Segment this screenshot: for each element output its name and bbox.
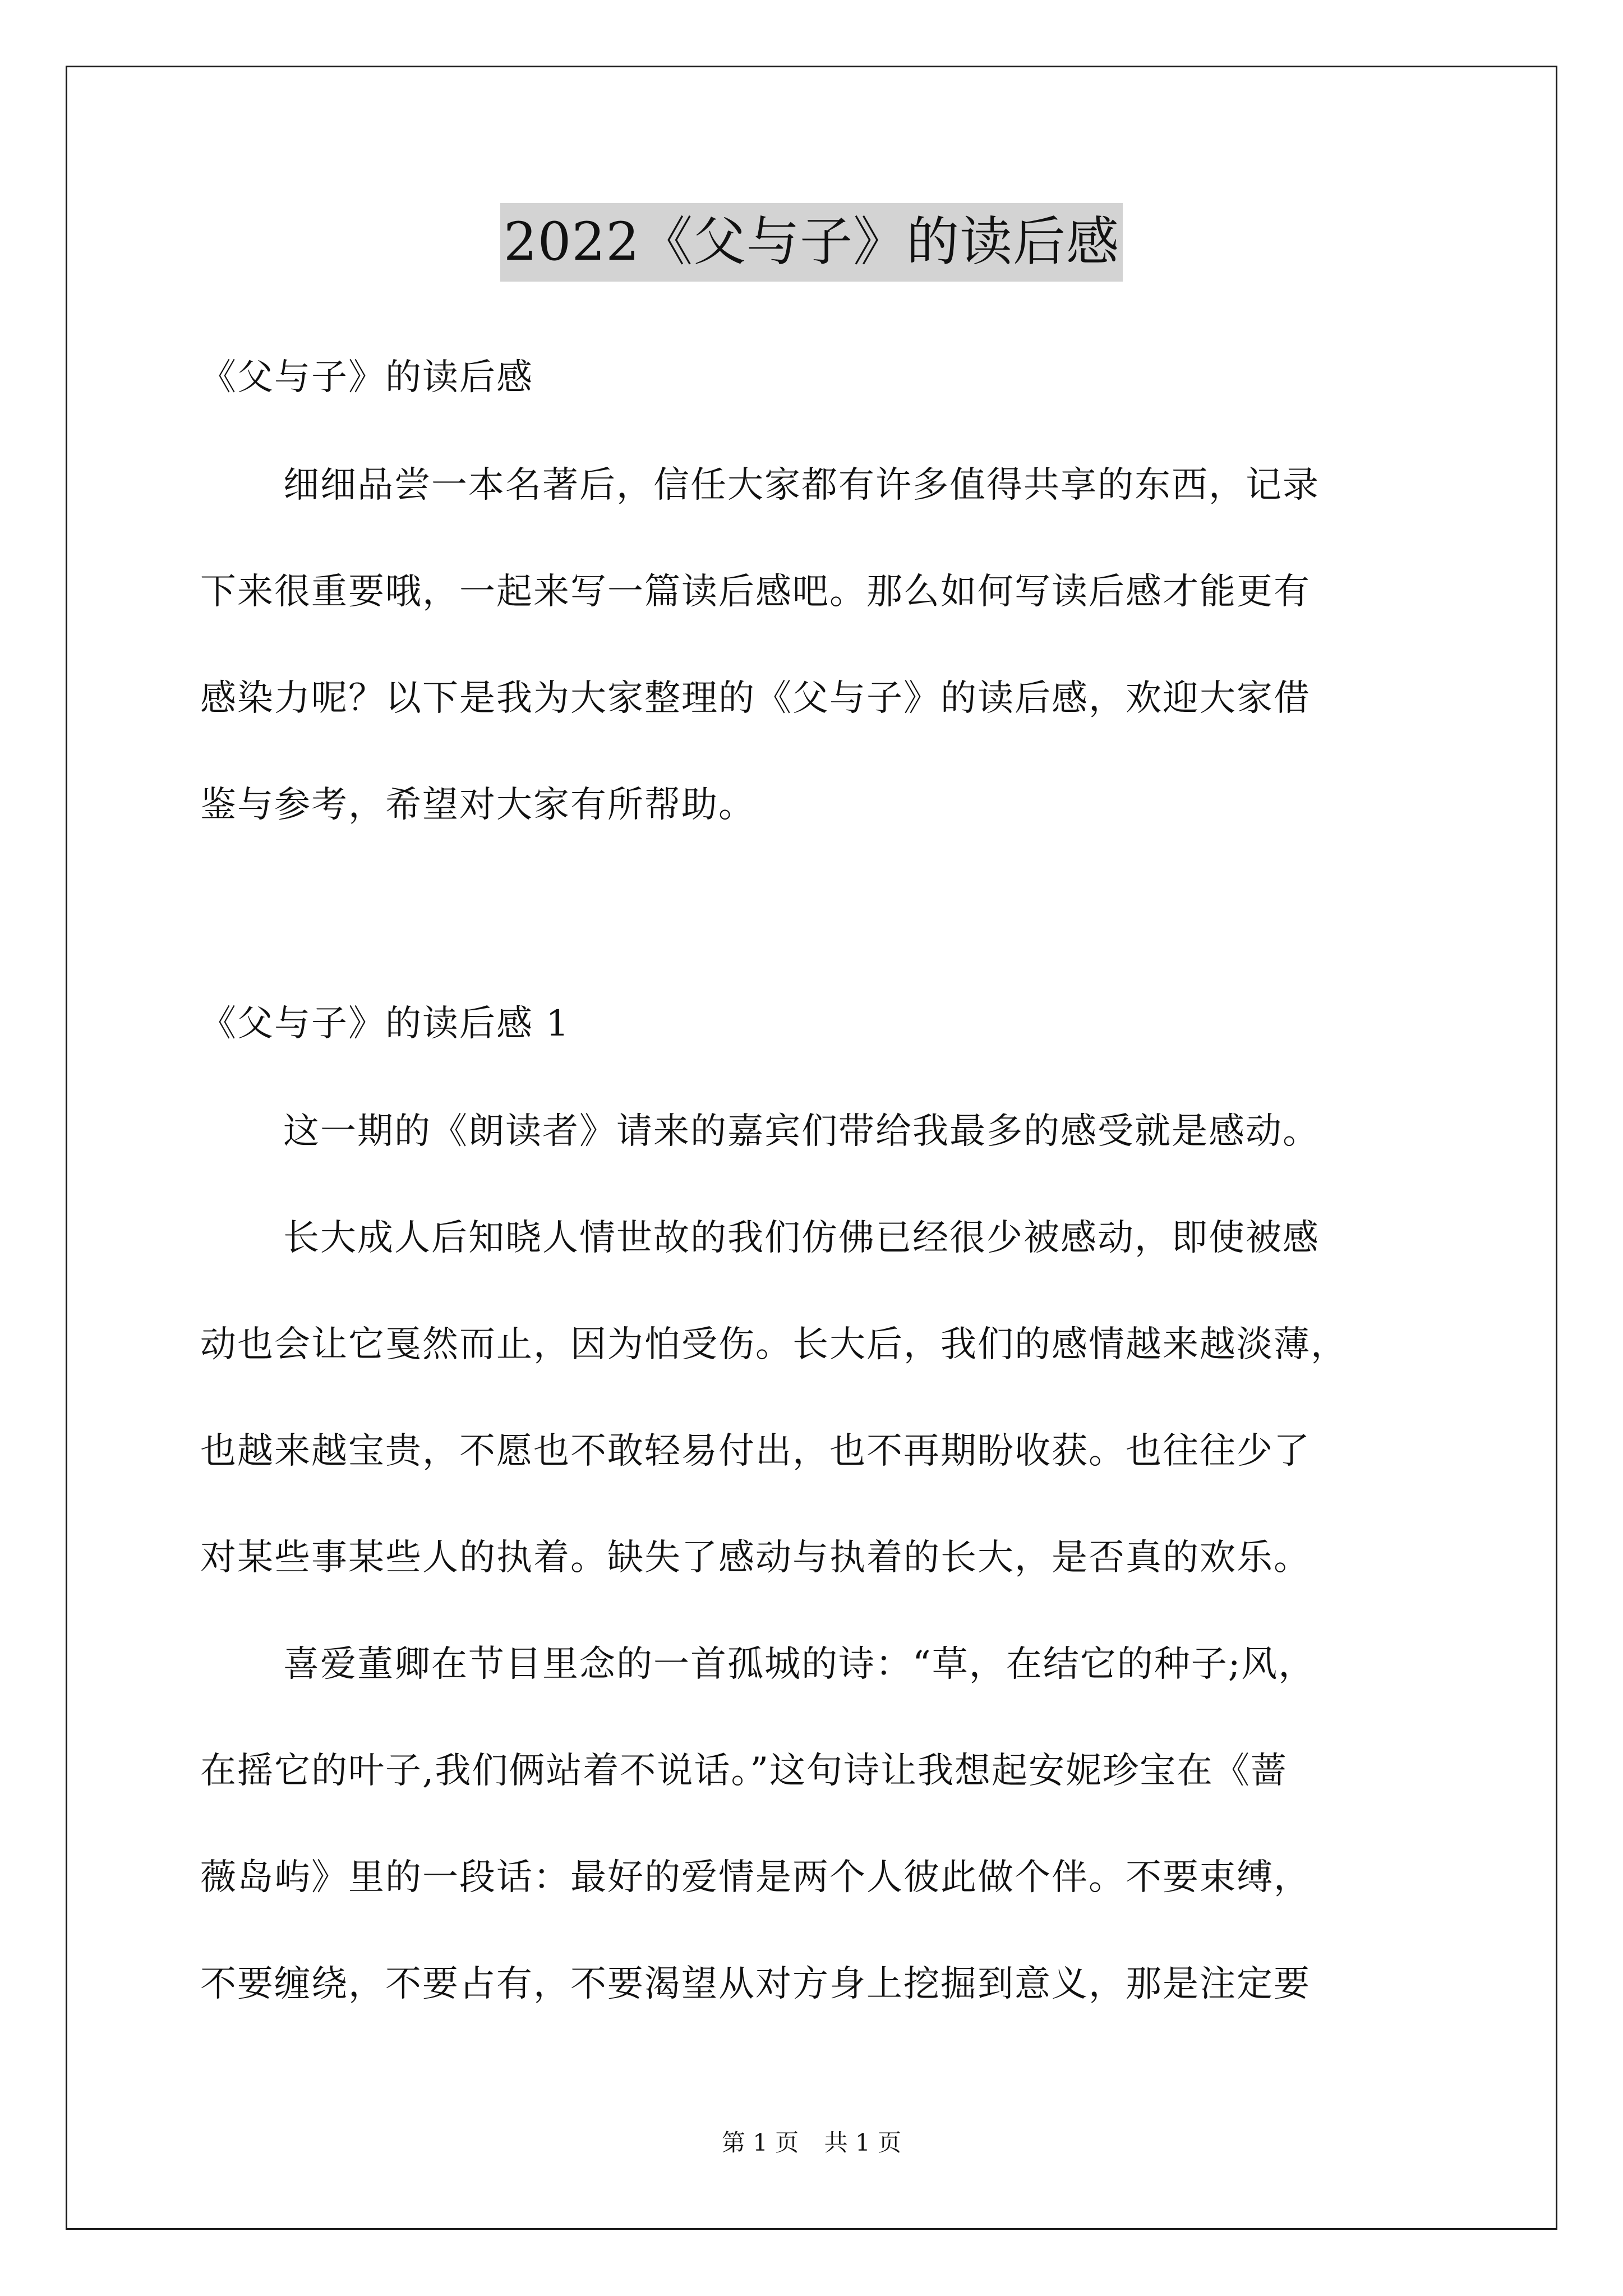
document-subtitle: 《父与子》的读后感 (200, 357, 533, 398)
intro-line: 感染力呢？以下是我为大家整理的《父与子》的读后感，欢迎大家借 (200, 678, 1311, 719)
paragraph-line: 对某些事某些人的执着。缺失了感动与执着的长大，是否真的欢乐。 (200, 1537, 1311, 1579)
paragraph-line: 动也会让它戛然而止，因为怕受伤。长大后，我们的感情越来越淡薄， (200, 1324, 1348, 1365)
page-footer (0, 2126, 1623, 2160)
document-title: 2022《父与子》的读后感 (500, 203, 1123, 282)
paragraph-line: 也越来越宝贵，不愿也不敢轻易付出，也不再期盼收获。也往往少了 (200, 1430, 1311, 1472)
paragraph-line: 不要缠绕，不要占有，不要渴望从对方身上挖掘到意义，那是注定要 (200, 1963, 1311, 2005)
page-total: 共 1 页 (824, 2129, 902, 2156)
intro-line: 细细品尝一本名著后，信任大家都有许多值得共享的东西，记录 (283, 464, 1320, 506)
intro-line: 下来很重要哦，一起来写一篇读后感吧。那么如何写读后感才能更有 (200, 571, 1311, 613)
paragraph-line: 喜爱董卿在节目里念的一首孤城的诗：“草，在结它的种子;风， (283, 1644, 1316, 1685)
paragraph-line: 这一期的《朗读者》请来的嘉宾们带给我最多的感受就是感动。 (283, 1111, 1320, 1152)
intro-line: 鉴与参考，希望对大家有所帮助。 (200, 784, 755, 826)
page-number: 第 1 页 (721, 2129, 799, 2156)
paragraph-line: 长大成人后知晓人情世故的我们仿佛已经很少被感动，即使被感 (283, 1217, 1320, 1259)
title-container (0, 203, 1623, 282)
paragraph-line: 在摇它的叶子,我们俩站着不说话。”这句诗让我想起安妮珍宝在《蔷 (200, 1750, 1288, 1792)
section-heading: 《父与子》的读后感 1 (200, 1003, 570, 1045)
paragraph-line: 薇岛屿》里的一段话：最好的爱情是两个人彼此做个伴。不要束缚， (200, 1857, 1311, 1898)
